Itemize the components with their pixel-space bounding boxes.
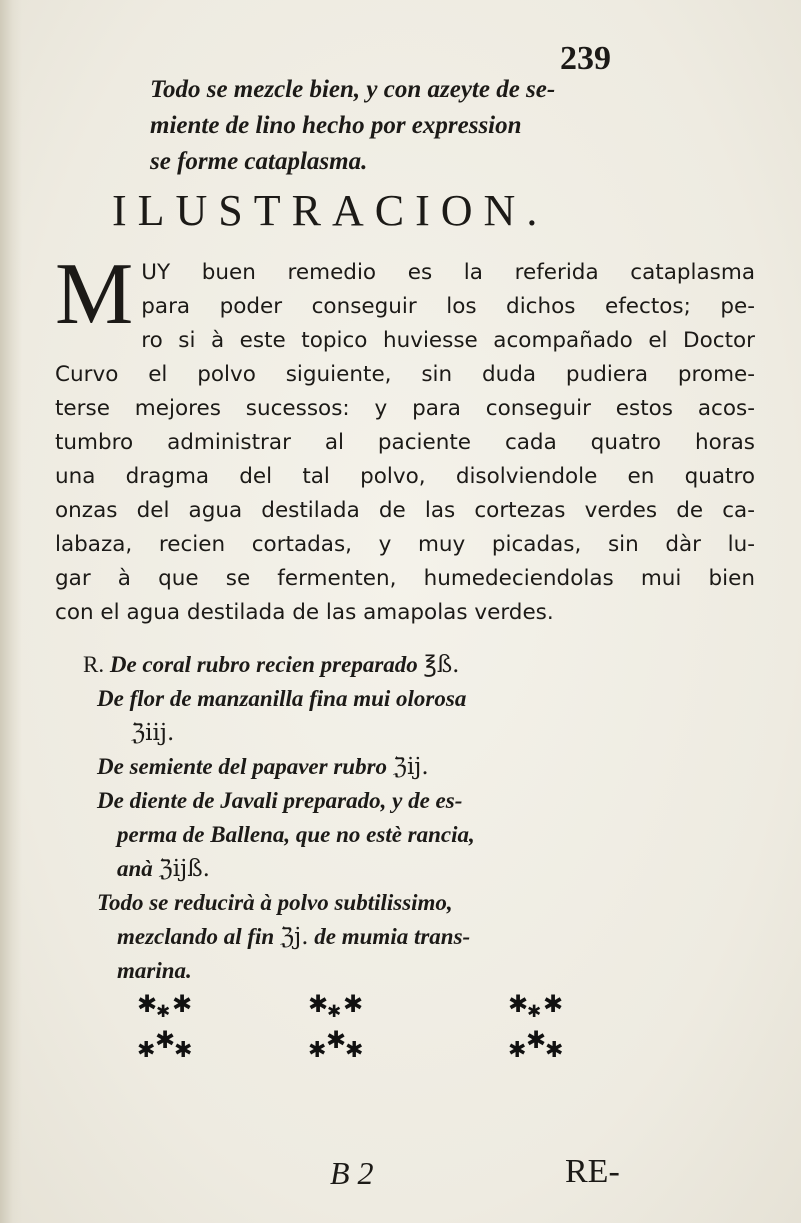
rx-instruction — [83, 886, 743, 920]
rx-ingredient: De diente de Javali preparado, y de es- — [97, 788, 463, 813]
asterism-star-icon: ✱ — [137, 990, 158, 1018]
body-line: con el agua destilada de las amapolas verdes. — [55, 600, 554, 625]
rx-dose: ℨiij. — [131, 720, 175, 746]
body-line: para poder conseguir los dichos efectos; pe- — [141, 294, 755, 319]
asterism-star-icon: ✱ — [172, 990, 193, 1018]
body-line: UY buen remedio es la referida cataplasma — [141, 260, 755, 285]
rx-item — [83, 750, 743, 784]
body-line: labaza, recien cortadas, y muy picadas, sin dàr lu- — [55, 532, 755, 557]
rx-instruction-text: Todo se reducirà à polvo subtilissimo, — [97, 890, 453, 915]
asterism-star-icon: ✱ — [155, 1026, 176, 1054]
body-line: Curvo el polvo siguiente, sin duda pudiera prome- — [55, 362, 755, 387]
body-line: terse mejores sucessos: y para conseguir estos acos- — [55, 396, 755, 421]
asterism-star-icon: ✱ — [156, 1002, 171, 1022]
asterism-star-icon: ✱ — [545, 1038, 564, 1063]
rx-item — [83, 682, 743, 716]
recipe-continuation — [150, 72, 750, 180]
page-number: 239 — [560, 40, 611, 77]
rx-item — [83, 648, 743, 682]
body-line: gar à que se fermenten, humedeciendolas mui bien — [55, 566, 755, 591]
asterism-star-icon: ✱ — [508, 1038, 527, 1063]
asterism-star-icon: ✱ — [308, 1038, 327, 1063]
rx-dose: ℨijß. — [158, 856, 210, 882]
rx-instruction — [83, 920, 743, 954]
asterism-star-icon: ✱ — [526, 1026, 547, 1054]
rx-dose: ℨj. — [279, 924, 309, 950]
asterism-star-icon: ✱ — [327, 1002, 342, 1022]
asterism-star-icon: ✱ — [543, 990, 564, 1018]
section-heading: ILUSTRACION. — [112, 186, 549, 235]
rx-ana: anà — [117, 856, 153, 881]
asterism-star-icon: ✱ — [326, 1026, 347, 1054]
body-line: ro si à este topico huviesse acompañado el Doctor — [141, 328, 755, 353]
rx-dose: ℨij. — [392, 754, 429, 780]
asterism-star-icon: ✱ — [343, 990, 364, 1018]
signature-mark: B 2 — [330, 1155, 374, 1191]
recipe-line: se forme cataplasma. — [150, 148, 368, 175]
rx-instruction-text: de mumia trans- — [314, 924, 471, 949]
recipe-line: Todo se mezcle bien, y con azeyte de se- — [150, 76, 556, 103]
rx-ingredient: De flor de manzanilla fina mui olorosa — [97, 686, 467, 711]
rx-instruction — [83, 954, 743, 988]
body-line: onzas del agua destilada de las cortezas verdes de ca- — [55, 498, 755, 523]
asterism-star-icon: ✱ — [508, 990, 529, 1018]
asterism-star-icon: ✱ — [137, 1038, 156, 1063]
body-paragraph — [55, 246, 755, 630]
recipe-line: miente de lino hecho por expression — [150, 112, 522, 139]
rx-dose: ℥ß. — [423, 652, 460, 678]
rx-item-cont — [83, 818, 743, 852]
rx-instruction-text: marina. — [117, 958, 192, 983]
rx-ingredient: perma de Ballena, que no estè rancia, — [117, 822, 475, 847]
rx-ingredient: De semiente del papaver rubro — [97, 754, 388, 779]
rx-instruction-text: mezclando al fin — [117, 924, 275, 949]
asterism-star-icon: ✱ — [308, 990, 329, 1018]
catchword: RE- — [565, 1153, 620, 1190]
prescription — [83, 648, 743, 988]
rx-ingredient: De coral rubro recien preparado — [109, 652, 418, 677]
rx-label: R. — [83, 652, 105, 677]
asterism-star-icon: ✱ — [345, 1038, 364, 1063]
rx-item-cont — [83, 852, 743, 886]
body-line: una dragma del tal polvo, disolviendole en quatro — [55, 464, 755, 489]
asterism-star-icon: ✱ — [527, 1002, 542, 1022]
ornament-row — [0, 990, 801, 1080]
rx-item — [83, 784, 743, 818]
rx-dose-line — [83, 716, 743, 750]
drop-cap: M — [55, 246, 134, 343]
body-line: tumbro administrar al paciente cada quatro horas — [55, 430, 755, 455]
asterism-star-icon: ✱ — [174, 1038, 193, 1063]
